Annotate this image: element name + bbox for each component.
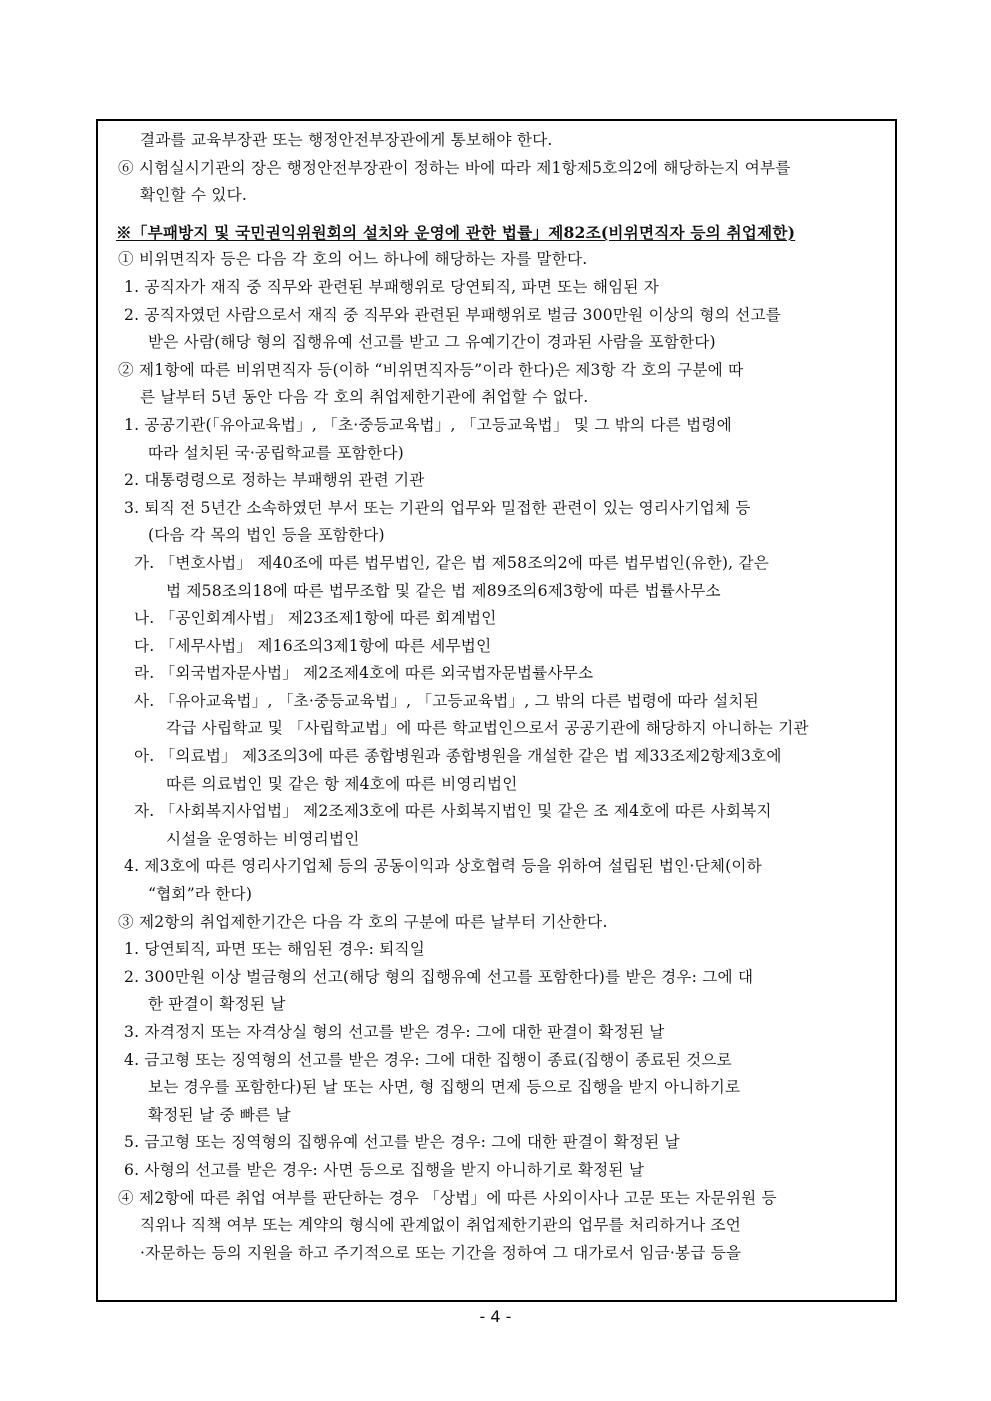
law-text-line: 가. 「변호사법」 제40조에 따른 법무법인, 같은 법 제58조의2에 따른 법무법인(유한), 같은 [134, 553, 769, 572]
law-text-line: 2. 대통령령으로 정하는 부패행위 관련 기관 [124, 471, 425, 490]
preceding-text-block [116, 127, 881, 210]
law-text-line: 1. 공직자가 재직 중 직무와 관련된 부패행위로 당연퇴직, 파면 또는 해임된 자 [124, 277, 660, 296]
document-frame [96, 119, 897, 1302]
law-text-line: 사. 「유아교육법」, 「초·중등교육법」, 「고등교육법」, 그 밖의 다른 법령에 따라 설치된 [134, 691, 759, 710]
law-text-line: 4. 금고형 또는 징역형의 선고를 받은 경우: 그에 대한 집행이 종료(집행이 종료된 것으로 [124, 1050, 732, 1069]
law-text-line: 나. 「공인회계사법」 제23조제1항에 따른 회계법인 [134, 609, 497, 628]
law-text-line: 확정된 날 중 빠른 날 [148, 1105, 291, 1124]
law-text-line: 라. 「외국법자문사법」 제2조제4호에 따른 외국법자문법률사무소 [134, 664, 594, 683]
law-text-line: (다음 각 목의 법인 등을 포함한다) [148, 526, 385, 545]
law-text-line: 아. 「의료법」 제3조의3에 따른 종합병원과 종합병원을 개설한 같은 법 제33조제2항제3호에 [134, 747, 782, 766]
law-text-line: 한 판결이 확정된 날 [148, 995, 286, 1014]
law-text-line: 보는 경우를 포함한다)된 날 또는 사면, 형 집행의 면제 등으로 집행을 받지 아니하기로 [148, 1078, 741, 1097]
text-line: 결과를 교육부장관 또는 행정안전부장관에게 통보해야 한다. [140, 131, 553, 149]
law-text-line: ② 제1항에 따른 비위면직자 등(이하 “비위면직자등”이라 한다)은 제3항 각 호의 구분에 따 [118, 360, 744, 379]
law-text-line: 6. 사형의 선고를 받은 경우: 사면 등으로 집행을 받지 아니하기로 확정된 날 [124, 1160, 645, 1179]
law-text-line: 른 날부터 5년 동안 다음 각 호의 취업제한기관에 취업할 수 없다. [140, 388, 589, 407]
law-text-line: 3. 자격정지 또는 자격상실 형의 선고를 받은 경우: 그에 대한 판결이 확정된 날 [124, 1023, 665, 1041]
document-body [116, 127, 881, 1267]
law-text-line: 3. 퇴직 전 5년간 소속하였던 부서 또는 기관의 업무와 밀접한 관련이 있는 영리사기업체 등 [124, 498, 751, 517]
law-text-line: 각급 사립학교 및 「사립학교법」에 따른 학교법인으로서 공공기관에 해당하지 아니하는 기관 [166, 719, 809, 738]
law-text-line: 5. 금고형 또는 징역형의 집행유예 선고를 받은 경우: 그에 대한 판결이 확정된 날 [124, 1133, 680, 1152]
law-text-line: ·자문하는 등의 지원을 하고 주기적으로 또는 기간을 정하여 그 대가로서 임금·봉급 등을 [140, 1243, 742, 1262]
page-number: - 4 - [479, 1307, 512, 1326]
law-article-body [116, 246, 881, 1267]
law-text-line: 받은 사람(해당 형의 집행유예 선고를 받고 그 유예기간이 경과된 사람을 포함한다) [148, 333, 716, 352]
law-text-line: 따른 의료법인 및 같은 항 제4호에 따른 비영리법인 [166, 774, 518, 793]
law-text-line: ① 비위면직자 등은 다음 각 호의 어느 하나에 해당하는 자를 말한다. [118, 250, 588, 269]
law-text-line: “협회”라 한다) [148, 885, 253, 904]
law-text-line: 4. 제3호에 따른 영리사기업체 등의 공동이익과 상호협력 등을 위하여 설립된 법인·단체(이하 [124, 857, 762, 876]
law-text-line: 따라 설치된 국·공립학교를 포함한다) [148, 443, 404, 462]
law-text-line: 2. 공직자였던 사람으로서 재직 중 직무와 관련된 부패행위로 벌금 300만원 이상의 형의 선고를 [124, 305, 782, 324]
law-text-line: 직위나 직책 여부 또는 계약의 형식에 관계없이 취업제한기관의 업무를 처리하거나 조언 [140, 1216, 742, 1235]
law-heading: ※「부패방지 및 국민권익위원회의 설치와 운영에 관한 법률」제82조(비위면직자 등의 취업제한) [116, 222, 796, 242]
section-gap [116, 210, 881, 219]
text-line: ⑥ 시험실시기관의 장은 행정안전부장관이 정하는 바에 따라 제1항제5호의2에 해당하는지 여부를 [118, 158, 791, 177]
text-line: 확인할 수 있다. [140, 186, 248, 205]
law-text-line: 1. 당연퇴직, 파면 또는 해임된 경우: 퇴직일 [124, 940, 426, 959]
law-text-line: ③ 제2항의 취업제한기간은 다음 각 호의 구분에 따른 날부터 기산한다. [118, 912, 608, 931]
law-text-line: 1. 공공기관(「유아교육법」, 「초·중등교육법」, 「고등교육법」 및 그 밖의 다른 법령에 [124, 415, 732, 434]
law-text-line: 시설을 운영하는 비영리법인 [166, 829, 360, 848]
law-text-line: 자. 「사회복지사업법」 제2조제3호에 따른 사회복지법인 및 같은 조 제4호에 따른 사회복지 [134, 802, 772, 821]
law-text-line: 2. 300만원 이상 벌금형의 선고(해당 형의 집행유예 선고를 포함한다)를 받은 경우: 그에 대 [124, 967, 754, 986]
law-text-line: 다. 「세무사법」 제16조의3제1항에 따른 세무법인 [134, 636, 492, 655]
law-text-line: ④ 제2항에 따른 취업 여부를 판단하는 경우 「상법」에 따른 사외이사나 고문 또는 자문위원 등 [118, 1188, 777, 1207]
law-text-line: 법 제58조의18에 따른 법무조합 및 같은 법 제89조의6제3항에 따른 법률사무소 [166, 581, 721, 600]
